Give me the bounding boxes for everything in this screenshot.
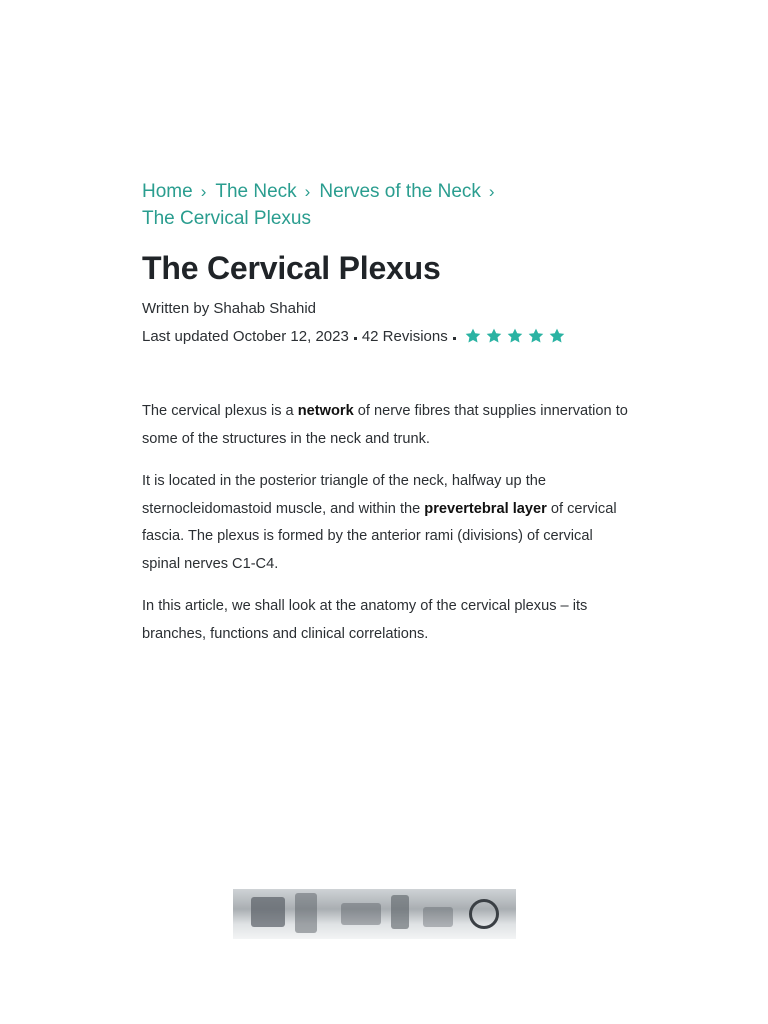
breadcrumb-current-link[interactable]: The Cervical Plexus <box>142 208 311 229</box>
paragraph-location: It is located in the posterior triangle of the neck, halfway up the sternocleidomastoid muscle, and within the prevertebral layer of cervical fascia. The plexus is formed by the anterior rami (divisions) of cervical spinal nerves C1-C4. <box>142 473 617 572</box>
article-image <box>233 889 516 939</box>
separator-dot <box>354 337 357 340</box>
star-rating[interactable] <box>463 327 568 345</box>
breadcrumb-home-link[interactable]: Home <box>142 181 193 202</box>
breadcrumb-nerves-link[interactable]: Nerves of the Neck <box>319 181 481 202</box>
chevron-right-icon: › <box>304 182 311 201</box>
update-info <box>142 327 568 345</box>
prevertebral-layer-term: prevertebral layer <box>424 500 547 517</box>
article-body <box>142 398 632 663</box>
paragraph-overview: In this article, we shall look at the anatomy of the cervical plexus – its branches, functions and clinical correlations. <box>142 598 588 642</box>
star-icon <box>526 327 546 345</box>
author-line: Written by Shahab Shahid <box>142 300 317 317</box>
breadcrumb-neck-link[interactable]: The Neck <box>215 181 297 202</box>
revisions-link[interactable]: 42 Revisions <box>361 327 448 345</box>
chevron-right-icon: › <box>488 182 495 201</box>
separator-dot <box>453 337 456 340</box>
star-icon <box>505 327 525 345</box>
star-icon <box>484 327 504 345</box>
last-updated-text: Last updated October 12, 2023 <box>142 327 349 345</box>
page-title: The Cervical Plexus <box>142 250 441 286</box>
network-term: network <box>297 403 354 419</box>
star-icon <box>463 327 483 345</box>
chevron-right-icon: › <box>200 182 207 201</box>
breadcrumb <box>142 178 522 232</box>
paragraph-intro: The cervical plexus is a network of nerve fibres that supplies innervation to some of the structures in the neck and trunk. <box>142 403 628 447</box>
star-icon <box>547 327 567 345</box>
